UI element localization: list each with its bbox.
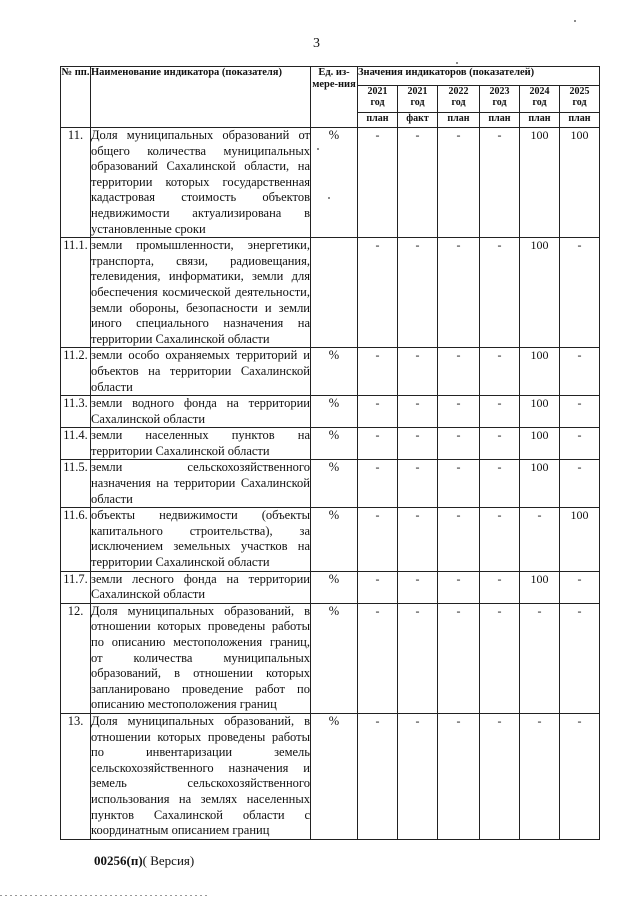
value-cell: - — [480, 460, 520, 508]
value-cell: - — [398, 713, 438, 839]
unit-cell: % — [311, 713, 358, 839]
value-cell: - — [480, 238, 520, 348]
table-row — [61, 603, 600, 713]
value-cell: - — [438, 460, 480, 508]
table-header — [61, 67, 600, 128]
table-row — [61, 571, 600, 603]
footer-code: 00256(п) — [94, 853, 143, 868]
value-cell: 100 — [520, 238, 560, 348]
scan-artifact-line — [0, 895, 210, 896]
page-number: 3 — [313, 36, 320, 51]
value-cell: - — [358, 128, 398, 238]
header-year-sub: год — [532, 97, 547, 108]
value-cell: - — [560, 396, 600, 428]
header-year-sub: год — [451, 97, 466, 108]
header-year-2 — [438, 86, 480, 113]
value-cell: - — [480, 603, 520, 713]
value-cell: - — [560, 348, 600, 396]
indicator-name: земли сельскохозяйственного назначения на территории Сахалинской области — [91, 460, 311, 508]
value-cell: - — [358, 508, 398, 571]
table-row — [61, 713, 600, 839]
header-year-sub: год — [492, 97, 507, 108]
document-footer — [94, 853, 194, 869]
row-number: 11.3. — [61, 396, 91, 428]
value-cell: - — [358, 571, 398, 603]
header-num: № пп. — [61, 67, 91, 128]
header-type-3: план — [480, 113, 520, 128]
value-cell: - — [358, 348, 398, 396]
header-year-value: 2021 — [367, 86, 388, 97]
indicator-name: земли населенных пунктов на территории Сахалинской области — [91, 428, 311, 460]
table-body — [61, 128, 600, 840]
value-cell: 100 — [560, 508, 600, 571]
value-cell: - — [398, 460, 438, 508]
value-cell: - — [398, 428, 438, 460]
value-cell: - — [560, 428, 600, 460]
value-cell: - — [560, 603, 600, 713]
header-type-1: факт — [398, 113, 438, 128]
value-cell: 100 — [520, 396, 560, 428]
value-cell: - — [438, 713, 480, 839]
header-year-sub: год — [572, 97, 587, 108]
header-values-title: Значения индикаторов (показателей) — [358, 67, 600, 86]
header-year-value: 2025 — [569, 86, 590, 97]
value-cell: - — [358, 428, 398, 460]
value-cell: - — [480, 396, 520, 428]
value-cell: - — [438, 428, 480, 460]
scan-speck — [456, 62, 458, 64]
unit-cell: % — [311, 508, 358, 571]
value-cell: - — [438, 571, 480, 603]
value-cell: - — [398, 603, 438, 713]
header-year-1 — [398, 86, 438, 113]
header-year-value: 2023 — [489, 86, 510, 97]
row-number: 11.4. — [61, 428, 91, 460]
header-type-4: план — [520, 113, 560, 128]
value-cell: - — [480, 428, 520, 460]
row-number: 11.2. — [61, 348, 91, 396]
value-cell: - — [358, 238, 398, 348]
value-cell: - — [438, 238, 480, 348]
indicator-name: Доля муниципальных образований от общего количества муниципальных образований Сахалинской области, на территории которых государственная кадастровая стоимость объектов недвижимости актуализирована в установленные сроки — [91, 128, 311, 238]
unit-cell: % — [311, 571, 358, 603]
unit-cell: % — [311, 128, 358, 238]
row-number: 11.1. — [61, 238, 91, 348]
value-cell: 100 — [560, 128, 600, 238]
header-unit: Ед. из-мере-ния — [311, 67, 358, 128]
header-year-5 — [560, 86, 600, 113]
value-cell: - — [438, 508, 480, 571]
value-cell: - — [560, 713, 600, 839]
value-cell: 100 — [520, 428, 560, 460]
indicator-name: земли особо охраняемых территорий и объектов на территории Сахалинской области — [91, 348, 311, 396]
table-row — [61, 348, 600, 396]
indicator-name: Доля муниципальных образований, в отношении которых проведены работы по инвентаризации земель сельскохозяйственного назначения и земель сельскохозяйственного использования на землях населенных пунктов Сахалинской области с координатным описанием границ — [91, 713, 311, 839]
unit-cell: % — [311, 396, 358, 428]
indicator-name: земли лесного фонда на территории Сахалинской области — [91, 571, 311, 603]
value-cell: - — [398, 571, 438, 603]
header-year-sub: год — [370, 97, 385, 108]
value-cell: 100 — [520, 348, 560, 396]
indicators-table — [60, 66, 600, 840]
header-year-0 — [358, 86, 398, 113]
unit-cell: % — [311, 460, 358, 508]
table-row — [61, 128, 600, 238]
header-type-2: план — [438, 113, 480, 128]
table-row — [61, 428, 600, 460]
value-cell: - — [438, 396, 480, 428]
indicator-name: объекты недвижимости (объекты капитального строительства), за исключением земельных участков на территории Сахалинской области — [91, 508, 311, 571]
value-cell: - — [438, 128, 480, 238]
header-year-value: 2022 — [448, 86, 469, 97]
header-year-3 — [480, 86, 520, 113]
unit-cell: % — [311, 603, 358, 713]
header-type-5: план — [560, 113, 600, 128]
scan-speck — [317, 148, 319, 150]
value-cell: - — [358, 460, 398, 508]
value-cell: - — [398, 508, 438, 571]
row-number: 13. — [61, 713, 91, 839]
row-number: 12. — [61, 603, 91, 713]
table-row — [61, 460, 600, 508]
value-cell: - — [398, 128, 438, 238]
indicator-name: Доля муниципальных образований, в отношении которых проведены работы по описанию местоположения границ, от количества муниципальных образований, в отношении которых запланировано проведение работ по описанию местоположения границ — [91, 603, 311, 713]
value-cell: - — [438, 603, 480, 713]
scan-speck — [328, 197, 330, 199]
value-cell: - — [438, 348, 480, 396]
table-row — [61, 238, 600, 348]
value-cell: - — [480, 571, 520, 603]
value-cell: - — [480, 128, 520, 238]
unit-cell — [311, 238, 358, 348]
value-cell: - — [398, 238, 438, 348]
value-cell: - — [480, 508, 520, 571]
table-row — [61, 508, 600, 571]
value-cell: - — [520, 508, 560, 571]
row-number: 11.5. — [61, 460, 91, 508]
unit-cell: % — [311, 348, 358, 396]
header-year-value: 2021 — [407, 86, 428, 97]
indicator-name: земли водного фонда на территории Сахалинской области — [91, 396, 311, 428]
row-number: 11.7. — [61, 571, 91, 603]
value-cell: - — [560, 571, 600, 603]
row-number: 11. — [61, 128, 91, 238]
row-number: 11.6. — [61, 508, 91, 571]
value-cell: - — [398, 348, 438, 396]
value-cell: - — [520, 713, 560, 839]
header-year-value: 2024 — [529, 86, 550, 97]
value-cell: - — [480, 348, 520, 396]
value-cell: 100 — [520, 460, 560, 508]
header-name: Наименование индикатора (показателя) — [91, 67, 311, 128]
footer-version: ( Версия) — [142, 853, 195, 868]
value-cell: - — [358, 396, 398, 428]
header-year-4 — [520, 86, 560, 113]
value-cell: - — [560, 238, 600, 348]
value-cell: - — [398, 396, 438, 428]
scan-speck — [574, 20, 576, 22]
value-cell: 100 — [520, 128, 560, 238]
value-cell: - — [560, 460, 600, 508]
unit-cell: % — [311, 428, 358, 460]
header-type-0: план — [358, 113, 398, 128]
indicator-name: земли промышленности, энергетики, транспорта, связи, радиовещания, телевидения, информатики, земли для обеспечения космической деятельности, земли обороны, безопасности и земли иного специального назначения на территории Сахалинской области — [91, 238, 311, 348]
header-year-sub: год — [410, 97, 425, 108]
table-row — [61, 396, 600, 428]
value-cell: - — [358, 603, 398, 713]
value-cell: - — [480, 713, 520, 839]
value-cell: - — [358, 713, 398, 839]
value-cell: - — [520, 603, 560, 713]
value-cell: 100 — [520, 571, 560, 603]
